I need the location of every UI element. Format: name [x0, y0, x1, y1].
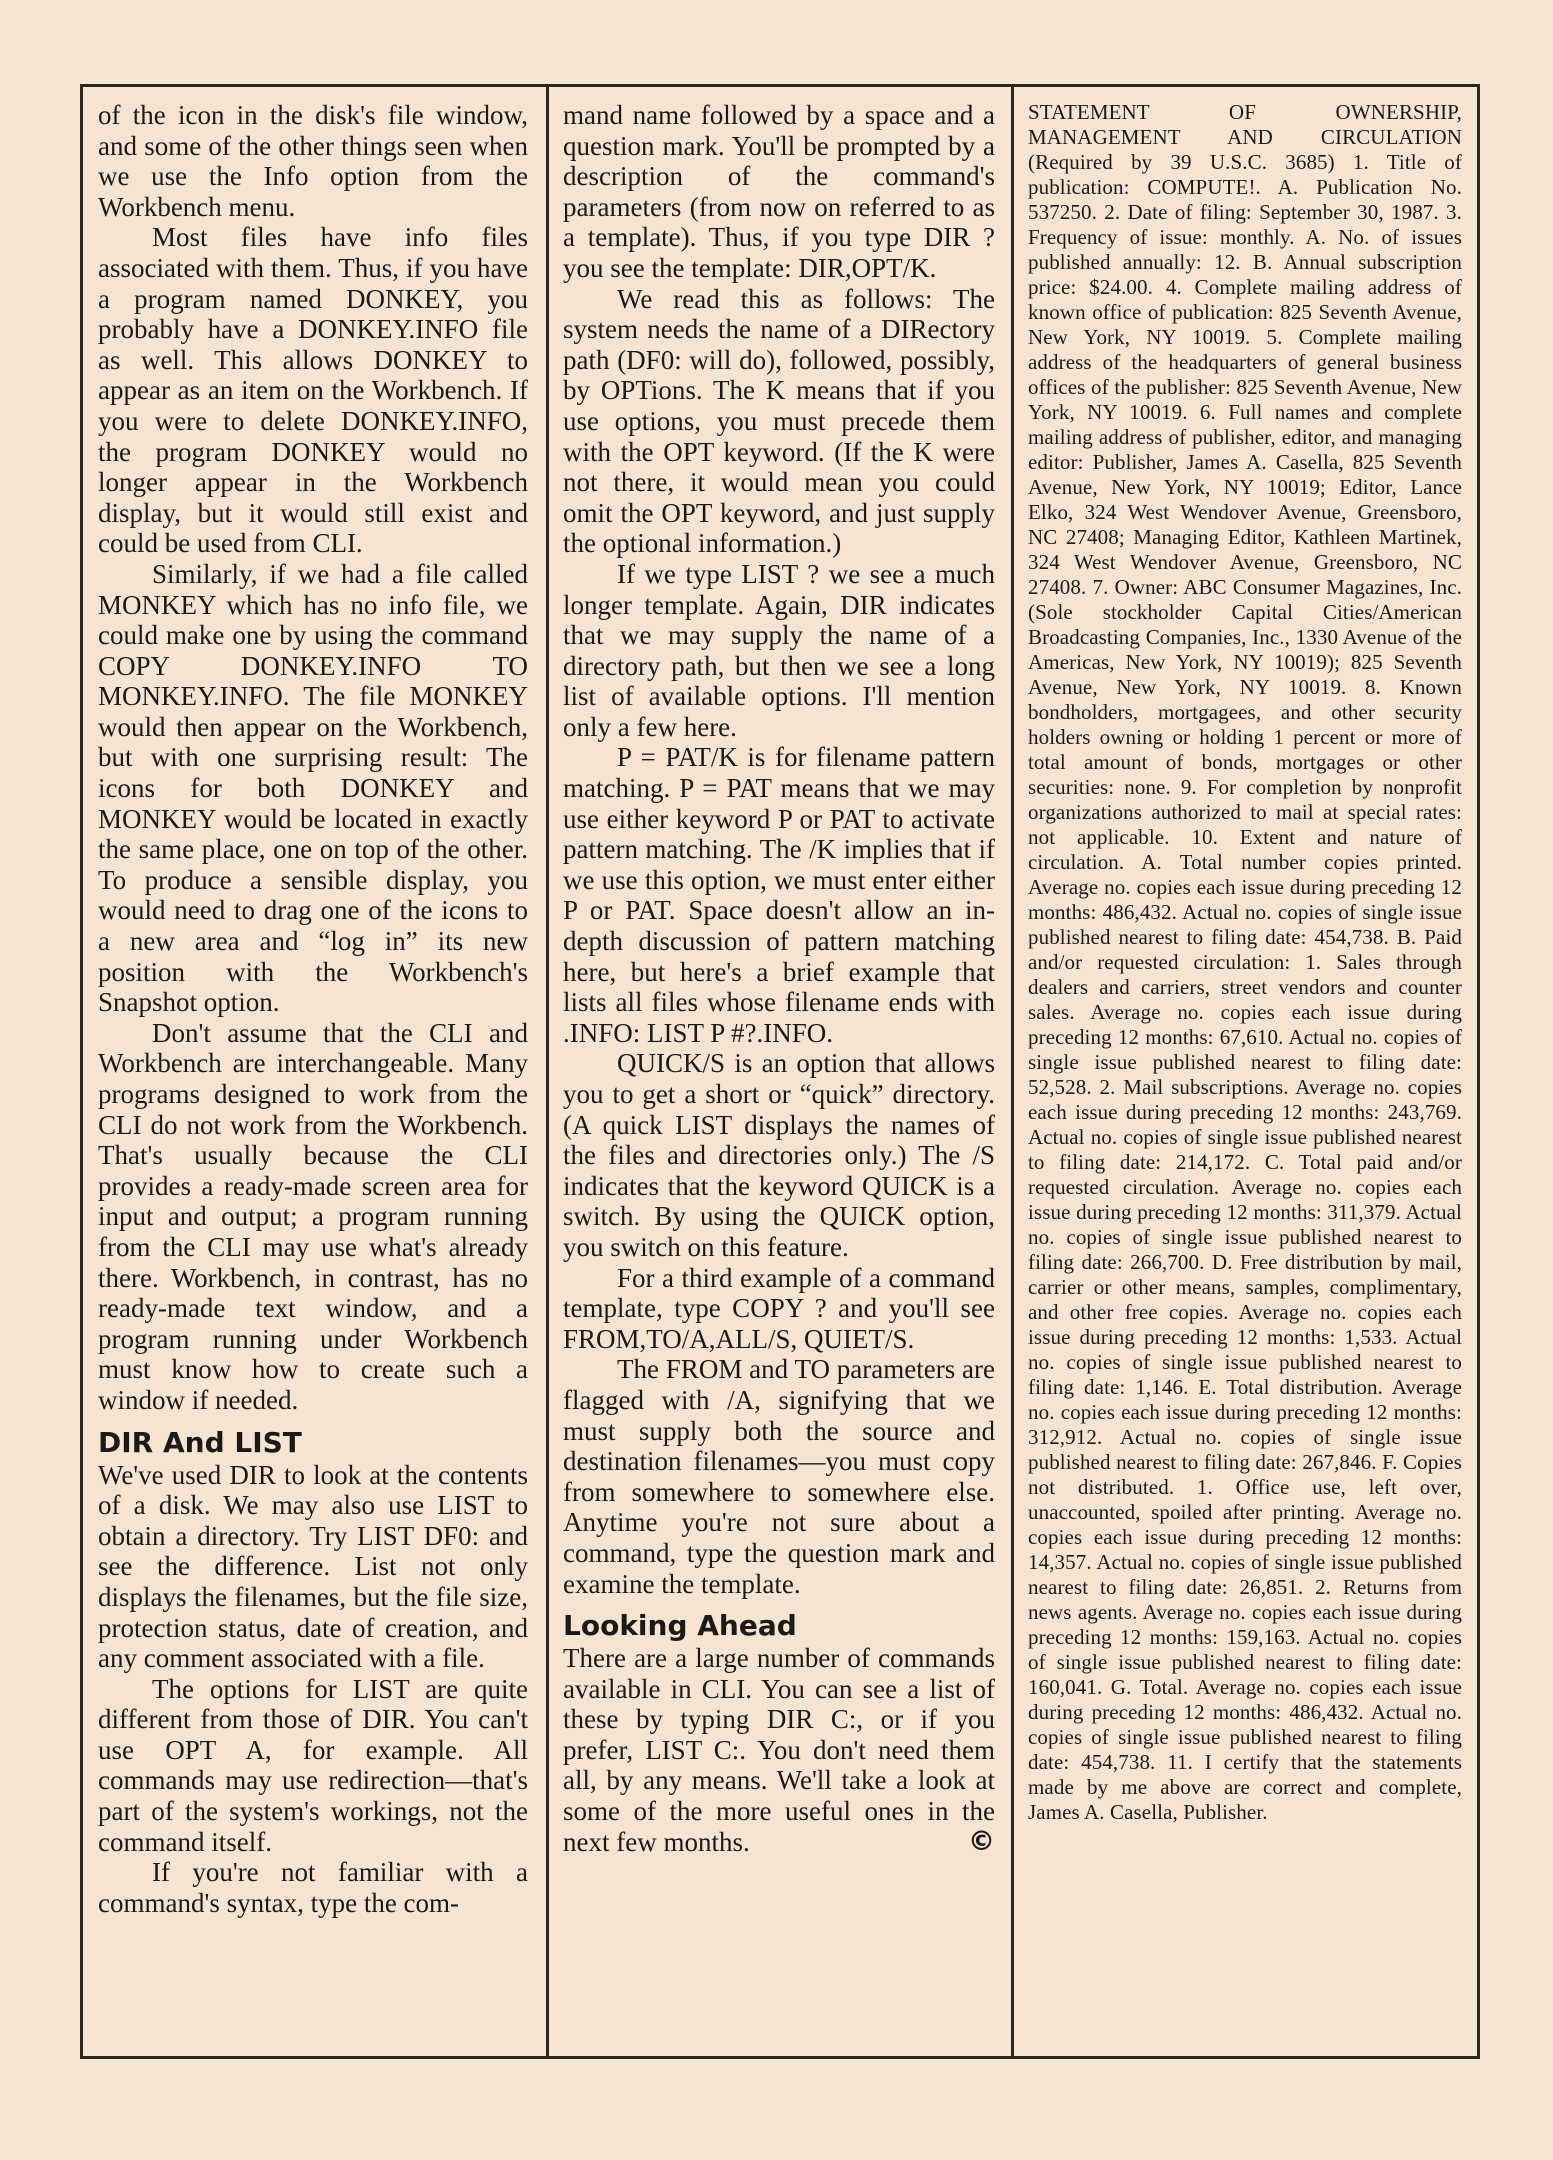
article-column-1 [98, 100, 528, 1918]
column-rule-left [546, 84, 549, 2059]
paragraph: Most files have info files associated with them. Thus, if you have a program named DONKEY, you probably have a DONKEY.INFO file as well. This allows DONKEY to appear as an item on the Workbench. If you were to delete DONKEY.INFO, the program DONKEY would no longer appear in the Workbench display, but it would still exist and could be used from CLI. [98, 222, 528, 559]
paragraph: mand name followed by a space and a question mark. You'll be prompted by a description of the command's parameters (from now on referred to as a template). Thus, if you type DIR ? you see the template: DIR,OPT/K. [563, 100, 995, 283]
paragraph: P = PAT/K is for filename pattern matching. P = PAT means that we may use either keyword P or PAT to activate pattern matching. The /K implies that if we use this option, we must enter either P or PAT. Space doesn't allow an in-depth discussion of pattern matching here, but here's a brief example that lists all files whose filename ends with .INFO: LIST P #?.INFO. [563, 742, 995, 1048]
paragraph: Don't assume that the CLI and Workbench are interchangeable. Many programs designed to work from the CLI do not work from the Workbench. That's usually because the CLI provides a ready-made screen area for input and output; a program running from the CLI may use what's already there. Workbench, in contrast, has no ready-made text window, and a program running under Workbench must know how to create such a window if needed. [98, 1017, 528, 1415]
end-mark-icon: © [968, 1825, 995, 1857]
paragraph: QUICK/S is an option that allows you to get a short or “quick” directory. (A quick LIST displays the names of the files and directories only.) The /S indicates that the keyword QUICK is a switch. By using the QUICK option, you switch on this feature. [563, 1048, 995, 1262]
paragraph: Similarly, if we had a file called MONKEY which has no info file, we could make one by using the command COPY DONKEY.INFO TO MONKEY.INFO. The file MONKEY would then appear on the Workbench, but with one surprising result: The icons for both DONKEY and MONKEY would be located in exactly the same place, one on top of the other. To produce a sensible display, you would need to drag one of the icons to a new area and “log in” its new position with the Workbench's Snapshot option. [98, 558, 528, 1018]
article-column-2 [563, 100, 995, 1857]
paragraph: The options for LIST are quite different from those of DIR. You can't use OPT A, for example. All commands may use redirection—that's part of the system's workings, not the command itself. [98, 1673, 528, 1857]
ownership-statement-column [1028, 100, 1462, 1825]
section-heading-looking-ahead: Looking Ahead [563, 1609, 797, 1643]
paragraph: If we type LIST ? we see a much longer template. Again, DIR indicates that we may supply the name of a directory path, but then we see a long list of available options. I'll mention only a few here. [563, 558, 995, 742]
section-heading-dir-and-list: DIR And LIST [98, 1425, 302, 1459]
paragraph: of the icon in the disk's file window, and some of the other things seen when we use the Info option from the Workbench menu. [98, 100, 528, 222]
paragraph: The FROM and TO parameters are flagged with /A, signifying that we must supply both the source and destination filenames—you must copy from somewhere to somewhere else. Anytime you're not sure about a command, type the question mark and examine the template. [563, 1354, 995, 1599]
paragraph: If you're not familiar with a command's syntax, type the com- [98, 1857, 528, 1918]
paragraph-final [563, 1643, 995, 1857]
paragraph: We've used DIR to look at the contents of a disk. We may also use LIST to obtain a directory. Try LIST DF0: and see the difference. List not only displays the filenames, but the file size, protection status, date of creation, and any comment associated with a file. [98, 1459, 528, 1674]
paragraph: We read this as follows: The system needs the name of a DIRectory path (DF0: will do), followed, possibly, by OPTions. The K means that if you use options, you must precede them with the OPT keyword. (If the K were not there, it would mean you could omit the OPT keyword, and just supply the optional information.) [563, 283, 995, 559]
paragraph: For a third example of a command template, type COPY ? and you'll see FROM,TO/A,ALL/S, QUIET/S. [563, 1262, 995, 1354]
paragraph-final-text: There are a large number of commands available in CLI. You can see a list of these by typing DIR C:, or if you prefer, LIST C:. You don't need them all, by any means. We'll take a look at some of the more useful ones in the next few months. [563, 1643, 995, 1857]
column-rule-right [1011, 84, 1014, 2059]
ownership-statement: STATEMENT OF OWNERSHIP, MANAGEMENT AND CIRCULATION (Required by 39 U.S.C. 3685) 1. Title of publication: COMPUTE!. A. Publication No. 537250. 2. Date of filing: September 30, 1987. 3. Frequency of issue: monthly. A. No. of issues published annually: 12. B. Annual subscription price: $24.00. 4. Complete mailing address of known office of publication: 825 Seventh Avenue, New York, NY 10019. 5. Complete mailing address of the headquarters of general business offices of the publisher: 825 Seventh Avenue, New York, NY 10019. 6. Full names and complete mailing address of publisher, editor, and managing editor: Publisher, James A. Casella, 825 Seventh Avenue, New York, NY 10019; Editor, Lance Elko, 324 West Wendover Avenue, Greensboro, NC 27408; Managing Editor, Kathleen Martinek, 324 West Wendover Avenue, Greensboro, NC 27408. 7. Owner: ABC Consumer Magazines, Inc. (Sole stockholder Capital Cities/American Broadcasting Companies, Inc., 1330 Avenue of the Americas, New York, NY 10019); 825 Seventh Avenue, New York, NY 10019. 8. Known bondholders, mortgagees, and other security holders owning or holding 1 percent or more of total amount of bonds, mortgages or other securities: none. 9. For completion by nonprofit organizations authorized to mail at special rates: not applicable. 10. Extent and nature of circulation. A. Total number copies printed. Average no. copies each issue during preceding 12 months: 486,432. Actual no. copies of single issue published nearest to filing date: 454,738. B. Paid and/or requested circulation: 1. Sales through dealers and carriers, street vendors and counter sales. Average no. copies each issue during preceding 12 months: 67,610. Actual no. copies of single issue published nearest to filing date: 52,528. 2. Mail subscriptions. Average no. copies each issue during preceding 12 months: 243,769. Actual no. copies of single issue published nearest to filing date: 214,172. C. Total paid and/or requested circulation. Average no. copies each issue during preceding 12 months: 311,379. Actual no. copies of single issue published nearest to filing date: 266,700. D. Free distribution by mail, carrier or other means, samples, complimentary, and other free copies. Average no. copies each issue during preceding 12 months: 1,533. Actual no. copies of single issue published nearest to filing date: 1,146. E. Total distribution. Average no. copies each issue during preceding 12 months: 312,912. Actual no. copies of single issue published nearest to filing date: 267,846. F. Copies not distributed. 1. Office use, left over, unaccounted, spoiled after printing. Average no. copies each issue during preceding 12 months: 14,357. Actual no. copies of single issue published nearest to filing date: 26,851. 2. Returns from news agents. Average no. copies each issue during preceding 12 months: 159,163. Actual no. copies of single issue published nearest to filing date: 160,041. G. Total. Average no. copies each issue during preceding 12 months: 486,432. Actual no. copies of single issue published nearest to filing date: 454,738. 11. I certify that the statements made by me above are correct and complete, James A. Casella, Publisher. [1028, 100, 1462, 1824]
